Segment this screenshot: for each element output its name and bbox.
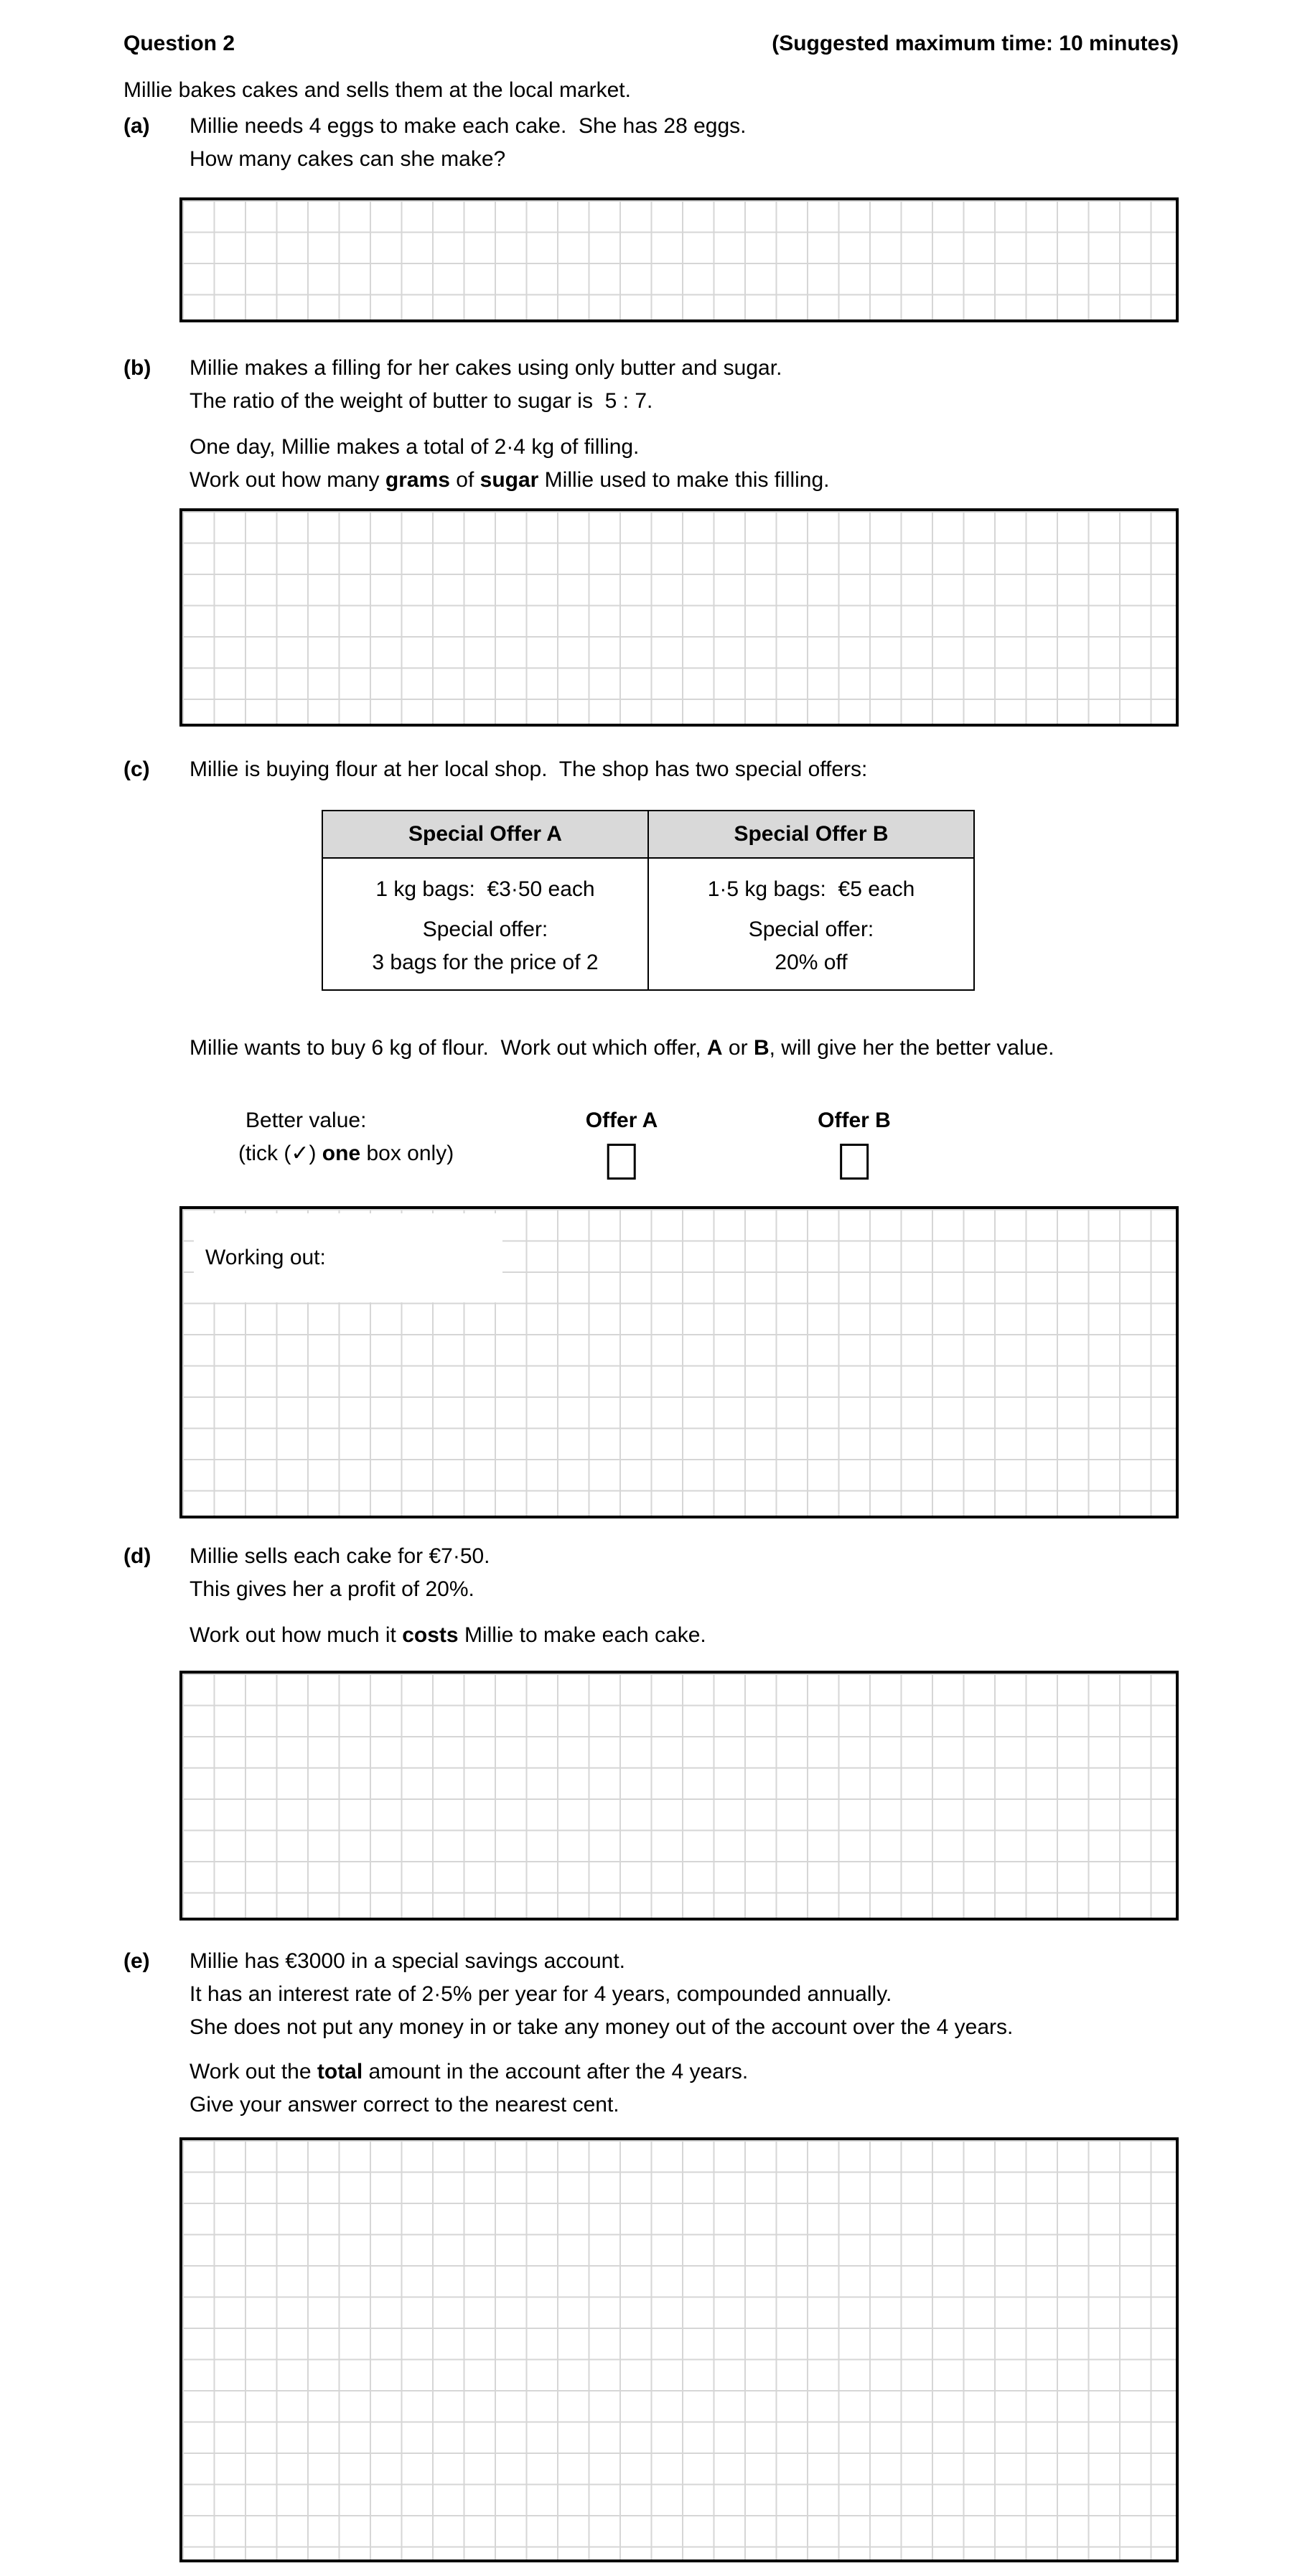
part-e-line-4: Work out the total amount in the account after the 4 years. [190, 2060, 749, 2083]
part-e-label: (e) [123, 1949, 150, 1973]
working-out-label: Working out: [194, 1213, 502, 1302]
part-d-label: (d) [123, 1544, 151, 1568]
offer-a-option-label: Offer A [585, 1109, 658, 1132]
tick-instruction: (tick (✓) one box only) [238, 1142, 454, 1165]
answer-grid-b[interactable] [179, 508, 1179, 727]
offer-b-offer-detail: 20% off [775, 951, 848, 974]
part-e [123, 1945, 1179, 2562]
part-c-label: (c) [123, 757, 150, 781]
part-c [123, 753, 1179, 1518]
spacer [190, 1606, 1179, 1619]
offer-b-price: 1·5 kg bags: €5 each [707, 877, 915, 901]
part-b-label: (b) [123, 356, 151, 380]
question-title: Question 2 [123, 32, 235, 55]
offer-b-cell [648, 858, 974, 990]
part-a-label: (a) [123, 114, 150, 138]
better-value-label: Better value: [245, 1109, 367, 1132]
part-d-line-3: Work out how much it costs Millie to make each cake. [190, 1623, 706, 1647]
answer-grid-e[interactable] [179, 2137, 1179, 2562]
offer-a-offer-detail: 3 bags for the price of 2 [372, 951, 599, 974]
part-b-line-1: Millie makes a filling for her cakes using only butter and sugar. [190, 356, 782, 380]
offer-a-offer-title: Special offer: [422, 918, 548, 941]
part-e-line-2: It has an interest rate of 2·5% per year for 4 years, compounded annually. [190, 1982, 892, 2006]
part-d-line-2: This gives her a profit of 20%. [190, 1577, 474, 1601]
intro-text: Millie bakes cakes and sells them at the local market. [123, 78, 631, 102]
part-c-line-1: Millie is buying flour at her local shop. The shop has two special offers: [190, 757, 868, 781]
part-b-line-4: Work out how many grams of sugar Millie used to make this filling. [190, 468, 830, 492]
special-offers-table [322, 810, 975, 991]
spacer [190, 2044, 1179, 2055]
part-d [123, 1540, 1179, 1921]
part-b [123, 352, 1179, 727]
offer-a-price: 1 kg bags: €3·50 each [375, 877, 595, 901]
answer-grid-d[interactable] [179, 1671, 1179, 1921]
offer-b-option-label: Offer B [818, 1109, 891, 1132]
part-a [123, 110, 1179, 322]
answer-grid-c[interactable] [179, 1206, 1179, 1518]
part-a-line-2: How many cakes can she make? [190, 147, 506, 171]
part-b-line-3: One day, Millie makes a total of 2·4 kg of filling. [190, 435, 640, 459]
offer-b-header: Special Offer B [648, 811, 974, 858]
time-note: (Suggested maximum time: 10 minutes) [772, 32, 1179, 55]
part-e-line-5: Give your answer correct to the nearest cent. [190, 2093, 619, 2117]
offer-a-option [586, 1104, 658, 1180]
offer-b-option [818, 1104, 891, 1180]
answer-grid-a[interactable] [179, 197, 1179, 322]
question-header [123, 27, 1179, 60]
part-e-line-1: Millie has €3000 in a special savings account. [190, 1949, 626, 1973]
offer-a-cell [322, 858, 648, 990]
offer-a-header: Special Offer A [322, 811, 648, 858]
part-d-line-1: Millie sells each cake for €7·50. [190, 1544, 490, 1568]
offer-a-checkbox[interactable] [607, 1144, 636, 1180]
part-e-line-3: She does not put any money in or take any money out of the account over the 4 years. [190, 2015, 1014, 2039]
part-c-line-2: Millie wants to buy 6 kg of flour. Work out which offer, A or B, will give her the better value. [190, 1036, 1054, 1060]
offer-b-checkbox[interactable] [840, 1144, 869, 1180]
spacer [190, 418, 1179, 431]
offer-b-offer-title: Special offer: [748, 918, 874, 941]
part-b-line-2: The ratio of the weight of butter to sugar is 5 : 7. [190, 389, 653, 413]
better-value-section [190, 1104, 1179, 1206]
part-a-line-1: Millie needs 4 eggs to make each cake. She has 28 eggs. [190, 114, 747, 138]
